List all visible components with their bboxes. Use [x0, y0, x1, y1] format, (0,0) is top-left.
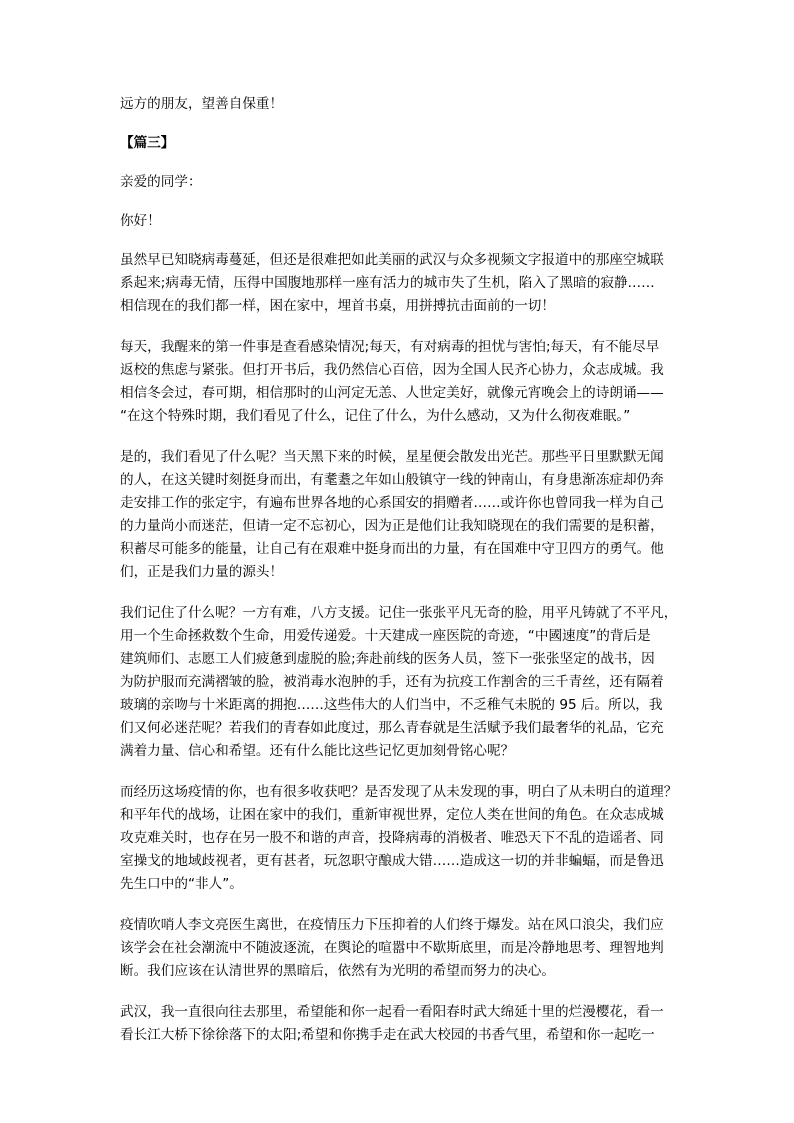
- greeting: [120, 210, 680, 233]
- text-line: 看长江大桥下徐徐落下的太阳;希望和你携手走在武大校园的书香气里，希望和你一起吃一: [120, 1027, 655, 1043]
- salutation: [120, 171, 680, 194]
- text-line: 建筑师们、志愿工人们疲惫到虚脱的脸;奔赴前线的医务人员，签下一张张坚定的战书，因: [120, 651, 655, 667]
- text-line: 为防护服而充满褶皱的脸，被消毒水泡肿的手，还有为抗疫工作割舍的三千青丝，还有隔着: [120, 674, 664, 690]
- text-line: 的力量尚小而迷茫，但请一定不忘初心，因为正是他们让我知晓现在的我们需要的是积蓄，: [120, 518, 664, 534]
- paragraph-4: [120, 602, 680, 763]
- text-line: 相信现在的我们都一样，困在家中，埋首书桌，用拼搏抗击面前的一切！: [120, 298, 555, 314]
- text-line: 虽然早已知晓病毒蔓延，但还是很难把如此美丽的武汉与众多视频文字报道中的那座空城联: [120, 252, 664, 268]
- text-line: 而经历这场疫情的你，也有很多收获吧？是否发现了从未发现的事，明白了从未明白的道理？: [120, 784, 678, 800]
- text-line: 断。我们应该在认清世界的黑暗后，依然有为光明的希望而努力的决心。: [120, 963, 555, 979]
- text-line: 满着力量、信心和希望。还有什么能比这些记忆更加刻骨铭心呢？: [120, 743, 515, 759]
- section-heading: [120, 132, 680, 155]
- paragraph-3: [120, 446, 680, 584]
- text-line: 们，正是我们力量的源头！: [120, 564, 284, 580]
- text-line: 武汉，我一直很向往去那里，希望能和你一起看一看阳春时武大绵延十里的烂漫樱花，看一: [120, 1004, 664, 1020]
- text-line: 疫情吹哨人李文亮医生离世，在疫情压力下压抑着的人们终于爆发。站在风口浪尖，我们应: [120, 917, 664, 933]
- letter-page: [120, 93, 680, 1065]
- text-line: 先生口中的“非人”。: [120, 876, 243, 892]
- text-line: 返校的焦虑与紧张。但打开书后，我仍然信心百倍，因为全国人民齐心协力，众志成城。我: [120, 362, 664, 378]
- paragraph-1: [120, 249, 680, 318]
- text-line: 积蓄尽可能多的能量，让自己有在艰难中挺身而出的力量，有在国难中守卫四方的勇气。他: [120, 541, 664, 557]
- paragraph-5: [120, 781, 680, 896]
- text-line: 系起来;病毒无情，压得中国腹地那样一座有活力的城市失了生机，陷入了黑暗的寂静……: [120, 275, 655, 291]
- paragraph-7: [120, 1001, 680, 1047]
- text-line: 该学会在社会潮流中不随波逐流，在舆论的喧嚣中不歇斯底里，而是冷静地思考、理智地判: [120, 940, 664, 956]
- text-line: 室操戈的地域歧视者，更有甚者，玩忽职守酿成大错……造成这一切的并非蝙蝠，而是鲁迅: [120, 853, 664, 869]
- heading-text: 【篇三】: [120, 135, 175, 151]
- text-line: 相信冬会过，春可期，相信那时的山河定无恙、人世定美好，就像元宵晚会上的诗朗诵——: [120, 385, 664, 401]
- paragraph-6: [120, 914, 680, 983]
- text-line: 是的，我们看见了什么呢？当天黑下来的时候，星星便会散发出光芒。那些平日里默默无闻: [120, 449, 664, 465]
- text-line: 你好！: [120, 213, 161, 229]
- text-line: 攻克难关时，也存在另一股不和谐的声音，投降病毒的消极者、唯恐天下不乱的造谣者、同: [120, 830, 664, 846]
- text-line: 走安排工作的张定宇，有遍布世界各地的心系国安的捐赠者……或许你也曾同我一样为自己: [120, 495, 664, 511]
- closing-line: [120, 93, 680, 116]
- text-line: 的人，在这关键时刻挺身而出，有耄耋之年如山般镇守一线的钟南山，有身患渐冻症却仍奔: [120, 472, 664, 488]
- text-line: 用一个生命拯救数个生命，用爱传递爱。十天建成一座医院的奇迹，“中國速度”的背后是: [120, 628, 651, 644]
- text-line: “在这个特殊时期，我们看见了什么，记住了什么，为什么感动，又为什么彻夜难眠。”: [120, 408, 631, 424]
- text-line: 每天，我醒来的第一件事是查看感染情况;每天，有对病毒的担忧与害怕;每天，有不能尽早: [120, 339, 660, 355]
- text-line: 远方的朋友，望善自保重！: [120, 96, 284, 112]
- text-line: 亲爱的同学：: [120, 174, 202, 190]
- text-line: 和平年代的战场，让困在家中的我们，重新审视世界，定位人类在世间的角色。在众志成城: [120, 807, 664, 823]
- text-line: 玻璃的亲吻与十米距离的拥抱……这些伟大的人们当中，不乏稚气未脱的 95 后。所以，我: [120, 697, 663, 713]
- text-line: 们又何必迷茫呢？若我们的青春如此度过，那么青春就是生活赋予我们最奢华的礼品，它充: [120, 720, 664, 736]
- text-line: 我们记住了什么呢？一方有难，八方支援。记住一张张平凡无奇的脸，用平凡铸就了不平凡，: [120, 605, 678, 621]
- paragraph-2: [120, 336, 680, 428]
